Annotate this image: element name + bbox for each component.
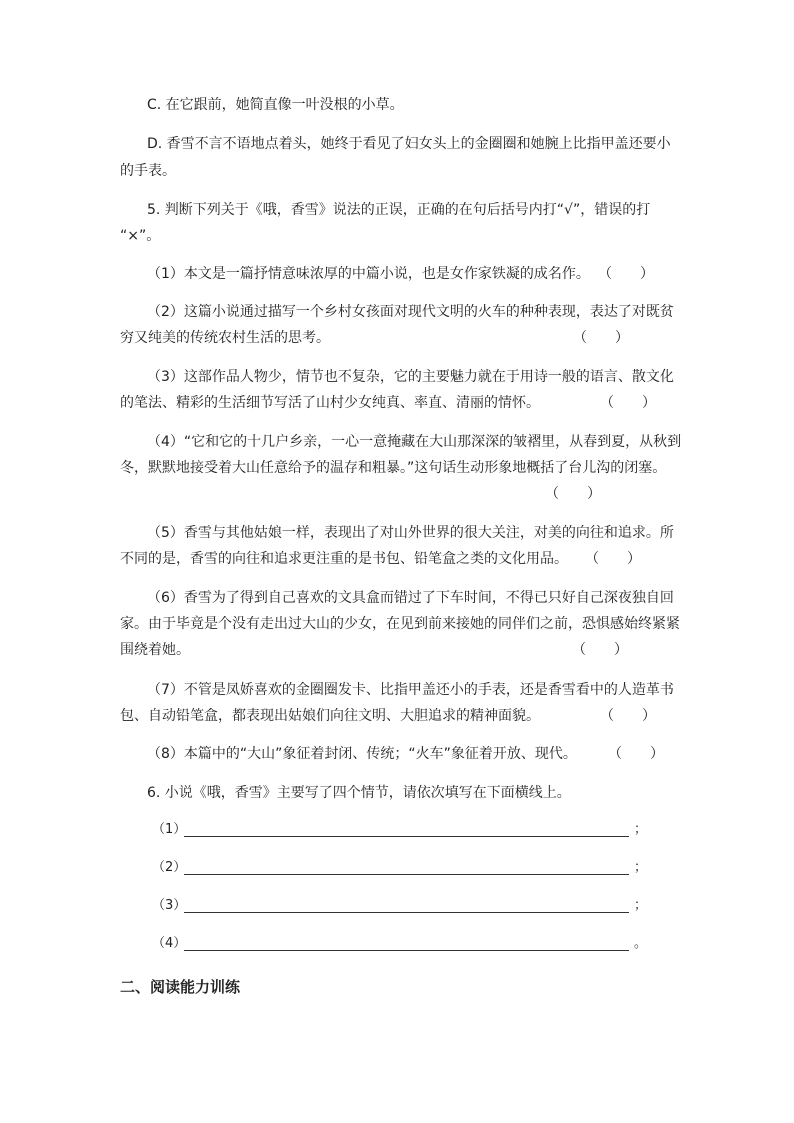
q6-blank-row-2 — [152, 858, 647, 878]
q5-item-5-line2: 不同的是，香雪的向往和追求更注重的是书包、铅笔盒之类的文化用品。 — [120, 551, 568, 567]
q5-item-6-answer-paren[interactable]: （ ） — [572, 642, 628, 658]
q6-blank-row-3 — [152, 896, 647, 916]
q5-item-4-line1: （4）“它和它的十几户乡亲，一心一意掩藏在大山那深深的皱褶里，从春到夏，从秋到 — [147, 434, 682, 450]
q6-blank-3-line[interactable] — [184, 912, 629, 913]
q5-stem-line2: “×”。 — [120, 228, 161, 244]
q5-item-1-line1: （1）本文是一篇抒情意味浓厚的中篇小说，也是女作家铁凝的成名作。 — [147, 266, 590, 282]
q5-item-8-answer-paren[interactable]: （ ） — [608, 746, 664, 762]
q5-item-4-answer-paren[interactable]: （ ） — [545, 486, 601, 502]
option-d-line2: 的手表。 — [120, 163, 176, 179]
q6-blank-1-number: （1） — [152, 822, 187, 837]
q6-blank-4-end-punct: 。 — [634, 936, 648, 951]
q6-blank-2-end-punct: ； — [634, 860, 648, 875]
q5-item-3-line2: 的笔法、精彩的生活细节写活了山村少女纯真、率直、清丽的情怀。 — [120, 395, 540, 411]
q5-item-7-line2: 包、自动铅笔盒，都表现出姑娘们向往文明、大胆追求的精神面貌。 — [120, 708, 540, 724]
option-c: C. 在它跟前，她简直像一叶没根的小草。 — [147, 97, 404, 113]
q6-blank-2-line[interactable] — [184, 874, 629, 875]
q6-blank-1-line[interactable] — [184, 836, 629, 837]
q5-item-4-line2: 冬，默默地接受着大山任意给予的温存和粗暴。”这句话生动形象地概括了台儿沟的闭塞。 — [120, 460, 667, 476]
q5-item-1-answer-paren[interactable]: （ ） — [598, 266, 654, 282]
q5-item-3-line1: （3）这部作品人物少，情节也不复杂，它的主要魅力就在于用诗一般的语言、散文化 — [147, 369, 674, 385]
q5-item-2-line2: 穷又纯美的传统农村生活的思考。 — [120, 330, 330, 346]
q6-blank-4-number: （4） — [152, 936, 187, 951]
q5-item-2-answer-paren[interactable]: （ ） — [573, 330, 629, 346]
q5-item-3-answer-paren[interactable]: （ ） — [600, 395, 656, 411]
q5-item-5-line1: （5）香雪与其他姑娘一样，表现出了对山外世界的很大关注，对美的向往和追求。所 — [147, 525, 674, 541]
q6-blank-row-1 — [152, 820, 647, 840]
option-d-line1: D. 香雪不言不语地点着头，她终于看见了妇女头上的金圈圈和她腕上比指甲盖还要小 — [147, 136, 671, 152]
q5-item-7-answer-paren[interactable]: （ ） — [600, 708, 656, 724]
q6-blank-1-end-punct: ； — [634, 822, 648, 837]
q6-blank-2-number: （2） — [152, 860, 187, 875]
q5-item-2-line1: （2）这篇小说通过描写一个乡村女孩面对现代文明的火车的种种表现，表达了对既贫 — [147, 304, 674, 320]
q6-blank-row-4 — [152, 934, 647, 954]
q5-item-6-line3: 围绕着她。 — [120, 642, 190, 658]
q5-item-6-line2: 家。由于毕竟是个没有走出过大山的少女，在见到前来接她的同伴们之前，恐惧感始终紧紧 — [120, 616, 680, 632]
q6-blank-4-line[interactable] — [184, 950, 629, 951]
q5-item-7-line1: （7）不管是凤娇喜欢的金圈圈发卡、比指甲盖还小的手表，还是香雪看中的人造革书 — [147, 682, 674, 698]
q5-item-5-answer-paren[interactable]: （ ） — [585, 551, 641, 567]
q6-blank-3-number: （3） — [152, 898, 187, 913]
q6-blank-3-end-punct: ； — [634, 898, 648, 913]
section-2-heading: 二、阅读能力训练 — [120, 978, 241, 996]
q5-stem-line1: 5. 判断下列关于《哦，香雪》说法的正误，正确的在句后括号内打“√”，错误的打 — [147, 202, 651, 218]
q5-item-6-line1: （6）香雪为了得到自己喜欢的文具盒而错过了下车时间，不得已只好自己深夜独自回 — [147, 590, 674, 606]
q6-stem: 6. 小说《哦，香雪》主要写了四个情节，请依次填写在下面横线上。 — [147, 785, 571, 801]
q5-item-8-line1: （8）本篇中的“大山”象征着封闭、传统；“火车”象征着开放、现代。 — [147, 746, 577, 762]
